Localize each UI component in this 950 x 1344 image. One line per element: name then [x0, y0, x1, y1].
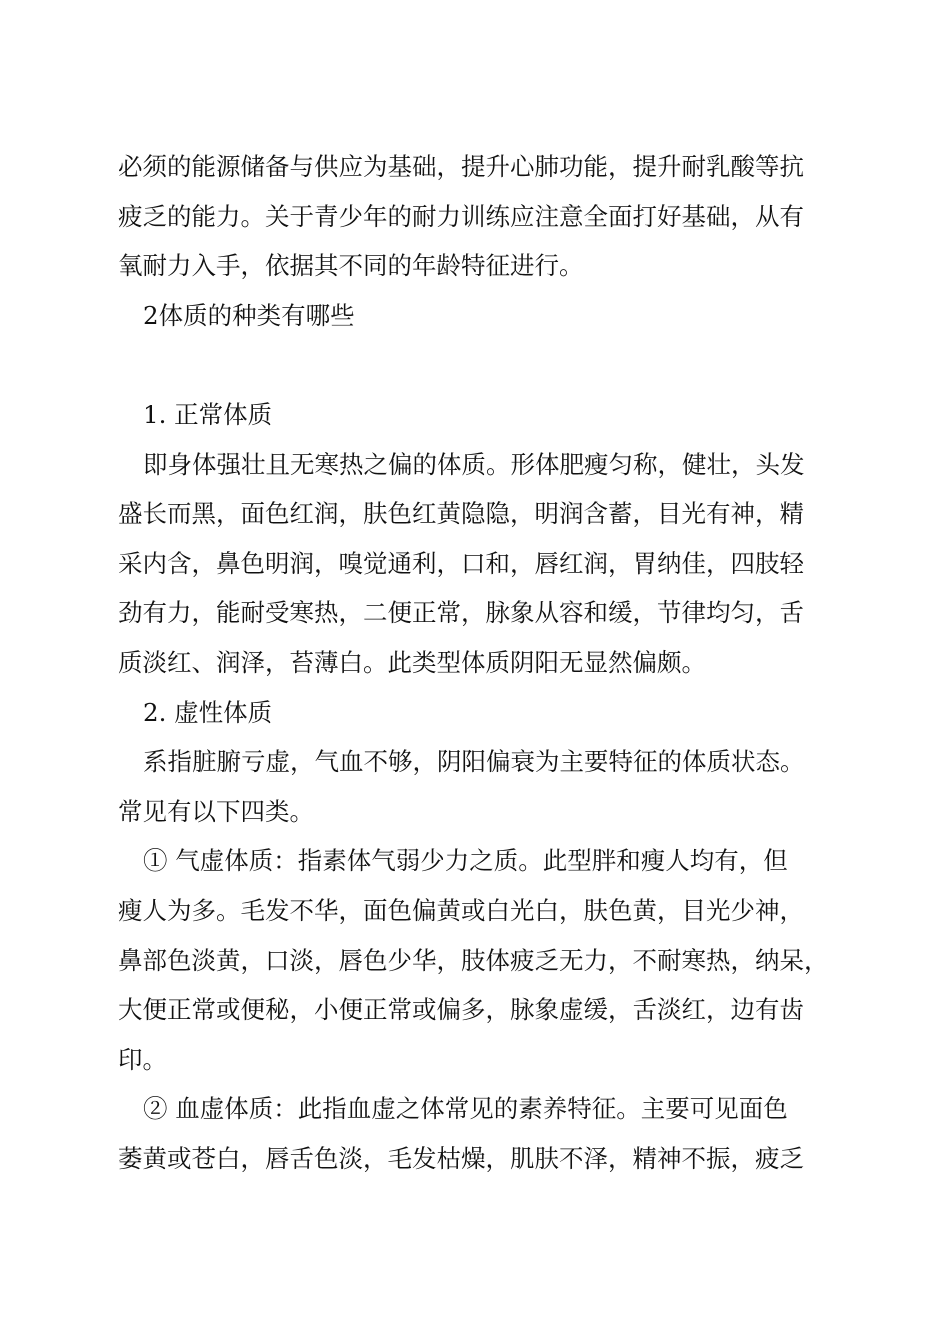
- paragraph-line: 氧耐力入手，依据其不同的年龄特征进行。: [118, 251, 584, 281]
- list-item-line: ② 血虚体质：此指血虚之体常见的素养特征。主要可见面色: [143, 1094, 788, 1124]
- blank-line: [118, 340, 834, 390]
- paragraph-line: 系指脏腑亏虚，气血不够，阴阳偏衰为主要特征的体质状态。: [143, 747, 805, 777]
- subsection-heading: 1. 正常体质: [143, 399, 273, 429]
- section-heading: 2体质的种类有哪些: [143, 300, 355, 330]
- document-body: [118, 142, 834, 1183]
- paragraph-line: 鼻部色淡黄，口淡，唇色少华，肢体疲乏无力，不耐寒热，纳呆，: [118, 945, 829, 975]
- list-item-line: ① 气虚体质：指素体气弱少力之质。此型胖和瘦人均有，但: [143, 846, 788, 876]
- paragraph-line: 盛长而黑，面色红润，肤色红黄隐隐，明润含蓄，目光有神，精: [118, 499, 804, 529]
- paragraph-line: 疲乏的能力。关于青少年的耐力训练应注意全面打好基础，从有: [118, 201, 804, 231]
- paragraph-line: 采内含，鼻色明润，嗅觉通利，口和，唇红润，胃纳佳，四肢轻: [118, 548, 804, 578]
- paragraph-line: 即身体强壮且无寒热之偏的体质。形体肥瘦匀称，健壮，头发: [143, 449, 805, 479]
- paragraph-line: 大便正常或便秘，小便正常或偏多，脉象虚缓，舌淡红，边有齿: [118, 995, 804, 1025]
- subsection-heading: 2. 虚性体质: [143, 697, 273, 727]
- paragraph-line: 质淡红、润泽，苔薄白。此类型体质阴阳无显然偏颇。: [118, 647, 706, 677]
- paragraph-line: 瘦人为多。毛发不华，面色偏黄或白光白，肤色黄，目光少神，: [118, 895, 804, 925]
- paragraph-line: 必须的能源储备与供应为基础，提升心肺功能，提升耐乳酸等抗: [118, 152, 804, 181]
- paragraph-line: 劲有力，能耐受寒热，二便正常，脉象从容和缓，节律均匀，舌: [118, 598, 804, 628]
- paragraph-line: 萎黄或苍白，唇舌色淡，毛发枯燥，肌肤不泽，精神不振，疲乏: [118, 1143, 804, 1173]
- paragraph-line: 常见有以下四类。: [118, 796, 314, 826]
- paragraph-line: 印。: [118, 1044, 167, 1074]
